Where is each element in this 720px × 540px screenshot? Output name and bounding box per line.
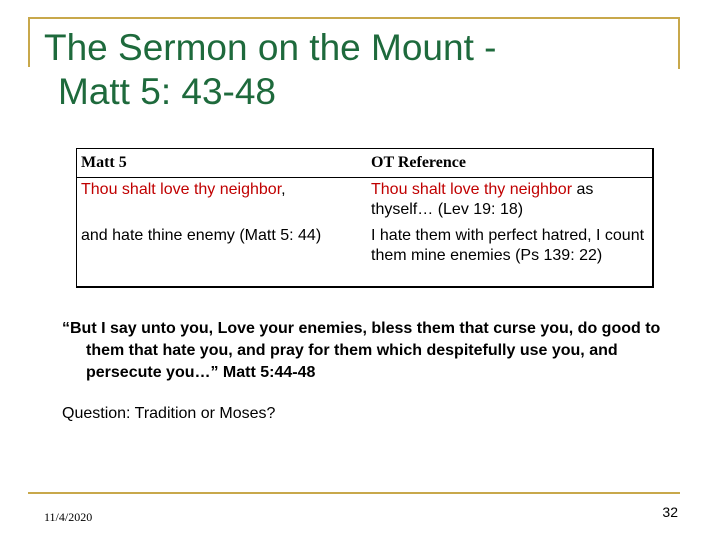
table-cell — [367, 178, 653, 225]
cell-text: as thyself… (Lev 19: 18) — [371, 181, 594, 218]
question-text: Question: Tradition or Moses? — [62, 405, 276, 422]
cell-text: , — [281, 181, 286, 198]
red-text: Thou shalt love thy neighbor — [81, 181, 282, 198]
table-cell: I hate them with perfect hatred, I count them mine enemies (Ps 139: 22) — [367, 224, 653, 287]
slide-date: 11/4/2020 — [44, 510, 93, 524]
page-number: 32 — [662, 504, 678, 520]
scripture-quote: “But I say unto you, Love your enemies, bless them that curse you, do good to them that hate you, and pray for them which despitefully use you, and persecute you…” Matt 5:44-48 — [62, 320, 661, 381]
table-row — [77, 224, 654, 287]
reference-table — [76, 148, 654, 288]
red-text: Thou shalt love thy neighbor — [371, 181, 573, 198]
slide-title — [44, 26, 684, 114]
bottom-rule — [28, 492, 680, 494]
left-rule — [28, 17, 30, 67]
header-matt5: Matt 5 — [77, 149, 368, 178]
header-ot-reference: OT Reference — [367, 149, 653, 178]
table-cell — [77, 178, 368, 225]
table-cell: and hate thine enemy (Matt 5: 44) — [77, 224, 368, 287]
title-line-2: Matt 5: 43-48 — [58, 71, 277, 112]
table-header-row — [77, 149, 654, 178]
table-row — [77, 178, 654, 225]
title-line-1: The Sermon on the Mount - — [44, 27, 497, 68]
top-rule — [28, 17, 680, 19]
